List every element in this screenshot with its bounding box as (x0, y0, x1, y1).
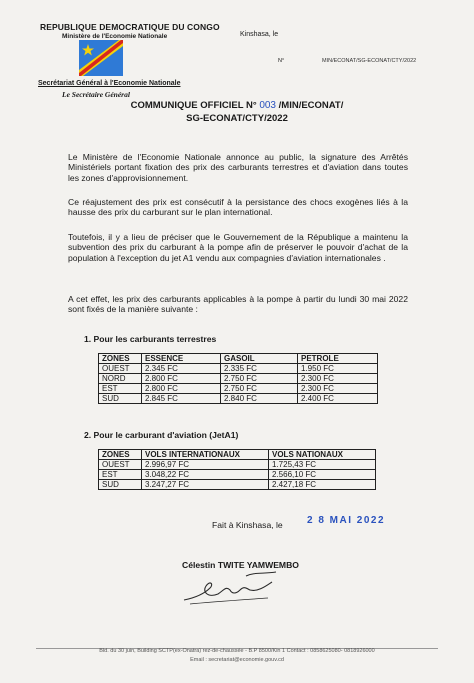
price-cell: 2.300 FC (298, 384, 378, 394)
table-header-cell: ESSENCE (142, 354, 221, 364)
price-cell: 1.725,43 FC (269, 460, 376, 470)
table-row (99, 480, 376, 490)
title-prefix: COMMUNIQUE OFFICIEL N° (130, 100, 257, 111)
price-cell: 2.996,97 FC (142, 460, 269, 470)
paragraph-subsidy: Toutefois, il y a lieu de préciser que le Gouvernement de la République a maintenu la subvention des prix du carburant à la pompe afin de préserver le pouvoir d'achat de la population à l'exception du jet A1 vendu aux compagnies d'aviation internationales . (68, 232, 408, 263)
communique-title-line2: SG-ECONAT/CTY/2022 (186, 113, 288, 124)
footer-email: Email : secretariat@economie.gouv.cd (190, 657, 284, 663)
date-stamp: 2 8 MAI 2022 (307, 515, 386, 526)
zone-cell: EST (99, 470, 142, 480)
city-date-line: Kinshasa, le (240, 31, 279, 38)
zone-cell: SUD (99, 480, 142, 490)
handwritten-signature-icon (180, 568, 290, 608)
price-cell: 2.335 FC (221, 364, 298, 374)
price-cell: 2.427,18 FC (269, 480, 376, 490)
table-row (99, 460, 376, 470)
footer-address: Bld. du 30 juin, Building SCTP(ex-Onatra) rez-de-chaussée - B.P 8500/Kin 1 Contact : 0858625080- 0818926000 (99, 648, 375, 654)
section-aviation-title: 2. Pour le carburant d'aviation (JetA1) (84, 430, 239, 440)
table-row (99, 364, 378, 374)
table-row (99, 470, 376, 480)
price-cell: 3.247,27 FC (142, 480, 269, 490)
table-row (99, 374, 378, 384)
price-cell: 2.750 FC (221, 384, 298, 394)
table-row (99, 384, 378, 394)
price-cell: 3.048,22 FC (142, 470, 269, 480)
terrestrial-fuel-table (98, 353, 378, 404)
secretary-heading: Le Secrétaire Général (62, 90, 130, 99)
price-cell: 2.800 FC (142, 374, 221, 384)
section-terrestrial-title: 1. Pour les carburants terrestres (84, 334, 217, 344)
price-cell: 2.345 FC (142, 364, 221, 374)
zone-cell: EST (99, 384, 142, 394)
price-cell: 2.400 FC (298, 394, 378, 404)
reference-label: N° (278, 58, 285, 64)
ministry-heading: Ministère de l'Economie Nationale (62, 33, 168, 40)
table-header-cell: PETROLE (298, 354, 378, 364)
price-cell: 2.840 FC (221, 394, 298, 404)
zone-cell: OUEST (99, 460, 142, 470)
price-cell: 2.750 FC (221, 374, 298, 384)
price-cell: 2.800 FC (142, 384, 221, 394)
signer-name: Célestin TWITE YAMWEMBO (182, 560, 299, 570)
table-header-cell: ZONES (99, 354, 142, 364)
table-header-cell: ZONES (99, 450, 142, 460)
aviation-fuel-table (98, 449, 376, 490)
zone-cell: OUEST (99, 364, 142, 374)
paragraph-announcement: Le Ministère de l'Economie Nationale annonce au public, la signature des Arrêtés Ministériels portant fixation des prix des carburants terrestres et d'aviation dans toutes les zones d'approvisionnement. (68, 152, 408, 183)
secretariat-heading: Secrétariat Général à l'Economie Nationale (38, 80, 181, 87)
table-header-cell: VOLS NATIONAUX (269, 450, 376, 460)
table-header-row (99, 450, 376, 460)
country-heading: REPUBLIQUE DEMOCRATIQUE DU CONGO (40, 22, 220, 32)
price-cell: 2.845 FC (142, 394, 221, 404)
communique-title-line1 (0, 100, 474, 111)
table-header-cell: VOLS INTERNATIONAUX (142, 450, 269, 460)
table-header-cell: GASOIL (221, 354, 298, 364)
zone-cell: SUD (99, 394, 142, 404)
table-header-row (99, 354, 378, 364)
place-date-line: Fait à Kinshasa, le (212, 520, 283, 530)
drc-flag-icon (79, 40, 123, 76)
paragraph-readjustment: Ce réajustement des prix est consécutif à la persistance des chocs exogènes liés à la hausse des prix du carburant sur le plan international. (68, 197, 408, 218)
title-suffix: /MIN/ECONAT/ (278, 100, 344, 111)
paragraph-effective-date: A cet effet, les prix des carburants applicables à la pompe à partir du lundi 30 mai 2022 sont fixés de la manière suivante : (68, 294, 408, 315)
zone-cell: NORD (99, 374, 142, 384)
reference-number: MIN/ECONAT/SG-ECONAT/CTY/2022 (322, 58, 417, 64)
communique-number: 003 (259, 100, 276, 111)
price-cell: 1.950 FC (298, 364, 378, 374)
price-cell: 2.300 FC (298, 374, 378, 384)
table-row (99, 394, 378, 404)
price-cell: 2.566,10 FC (269, 470, 376, 480)
